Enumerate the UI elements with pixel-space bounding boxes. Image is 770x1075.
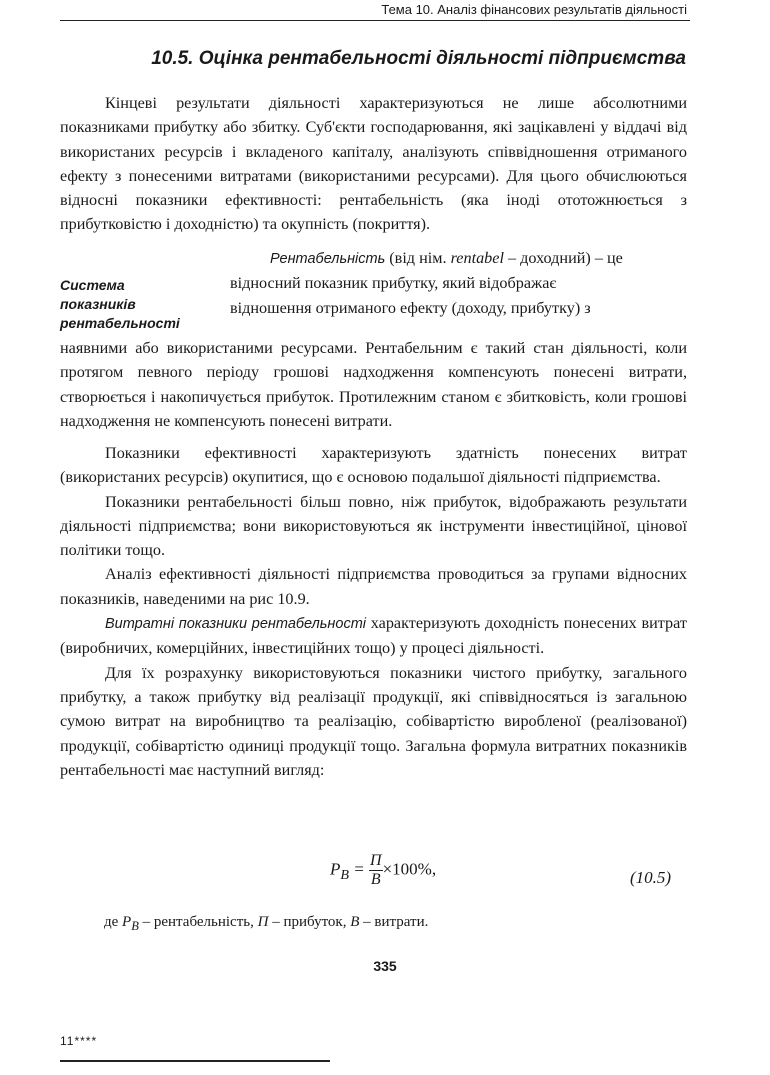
definition-text: (від нім. (385, 249, 451, 267)
expense-indicators-term: Витратні показники рентабельності (105, 616, 367, 633)
legend-text: – прибуток, (268, 914, 351, 930)
margin-note-line: рентабельності (60, 315, 180, 331)
paragraph-1: Кінцеві результати діяльності характеризуються не лише абсолютними показниками прибутку або збитку. Суб'єкти господарювання, які зацікавлені у віддачі від використаних ресурсів і вкладеного капіталу, аналізують співвідношення отриманого ефекту з понесеними витратами (використаними ресурсами). Для цього обчислюються відносні показники ефективності: рентабельність (яка іноді ототожнюється з прибутковістю і доходністю) та окупність (покриття). (60, 94, 687, 234)
paragraph-4: Показники рентабельності більш повно, ніж прибуток, відображають результати діяльності підприємства; вони використовуються як інструменти інвестиційної, цінової політики тощо. (60, 492, 687, 560)
paragraph-intro (60, 91, 687, 237)
paragraph-5: Аналіз ефективності діяльності підприємства проводиться за групами відносних показників, наведеними на рис 10.9. (60, 565, 687, 608)
signature-mark: 11**** (60, 1034, 98, 1048)
equation-number: (10.5) (630, 868, 672, 887)
legend-variable: П (257, 914, 269, 930)
formula-denominator: В (370, 871, 381, 888)
definition-term: Рентабельність (270, 251, 386, 267)
definition-line-3: відношення отриманого ефекту (доходу, прибутку) з (230, 298, 591, 317)
definition-line-1 (270, 246, 687, 271)
running-head: Тема 10. Аналіз фінансових результатів діяльності (381, 2, 687, 17)
definition-word: rentabel (450, 249, 504, 267)
definition-line-2: відносний показник прибутку, який відображає (230, 274, 557, 293)
margin-note-line: показників (60, 296, 136, 312)
header-rule (60, 20, 690, 21)
legend-variable: Р (122, 914, 132, 930)
formula-rhs: ×100%, (382, 859, 437, 879)
formula-numerator: П (370, 852, 382, 869)
paragraph-6-text: характеризують доходність понесених витрат (виробничих, комерційних, інвестиційних тощо) у процесі діяльності. (60, 614, 687, 658)
legend-text: – рентабельність, (138, 914, 258, 930)
definition-paragraph (60, 246, 687, 449)
legend-variable-subscript: В (131, 919, 139, 933)
section-title: 10.5. Оцінка рентабельності діяльності підприємства (151, 48, 686, 69)
legend-text: – витрати. (359, 914, 429, 930)
legend-variable: В (350, 914, 360, 930)
paragraph-7: Для їх розрахунку використовуються показники чистого прибутку, загального прибутку, а також прибутку від реалізації продукції, які співвідносяться із загальною сумою витрат на виробництво та реалізацію, собівартістю виробленої (реалізованої) продукції, собівартістю одиниці продукції тощо. Загальна формула витратних показників рентабельності має наступний вигляд: (60, 663, 687, 779)
formula (330, 852, 436, 889)
legend-prefix: де (104, 914, 123, 930)
paragraph-3: Показники ефективності характеризують здатність понесених витрат (використаних ресурсів) окупитися, що є основою подальшої діяльності підприємства. (60, 444, 687, 487)
paragraph-group (60, 441, 687, 782)
definition-text: – доходний) – це (503, 249, 623, 267)
formula-legend (104, 914, 428, 934)
footer-rule (60, 1060, 330, 1062)
formula-lhs: Р (330, 859, 341, 879)
formula-fraction (369, 852, 383, 889)
formula-equals: = (349, 859, 370, 879)
formula-lhs-subscript: В (340, 866, 350, 883)
page-number: 335 (373, 958, 397, 974)
paragraph-6 (60, 611, 687, 661)
definition-continuation: наявними або використаними ресурсами. Рентабельним є такий стан діяльності, коли протягом певного періоду грошові надходження компенсують понесені витрати, створюється і накопичується прибуток. Протилежним станом є збитковість, коли грошові надходження не компенсують понесені витрати. (60, 339, 687, 430)
margin-note-line: Система (60, 277, 125, 293)
